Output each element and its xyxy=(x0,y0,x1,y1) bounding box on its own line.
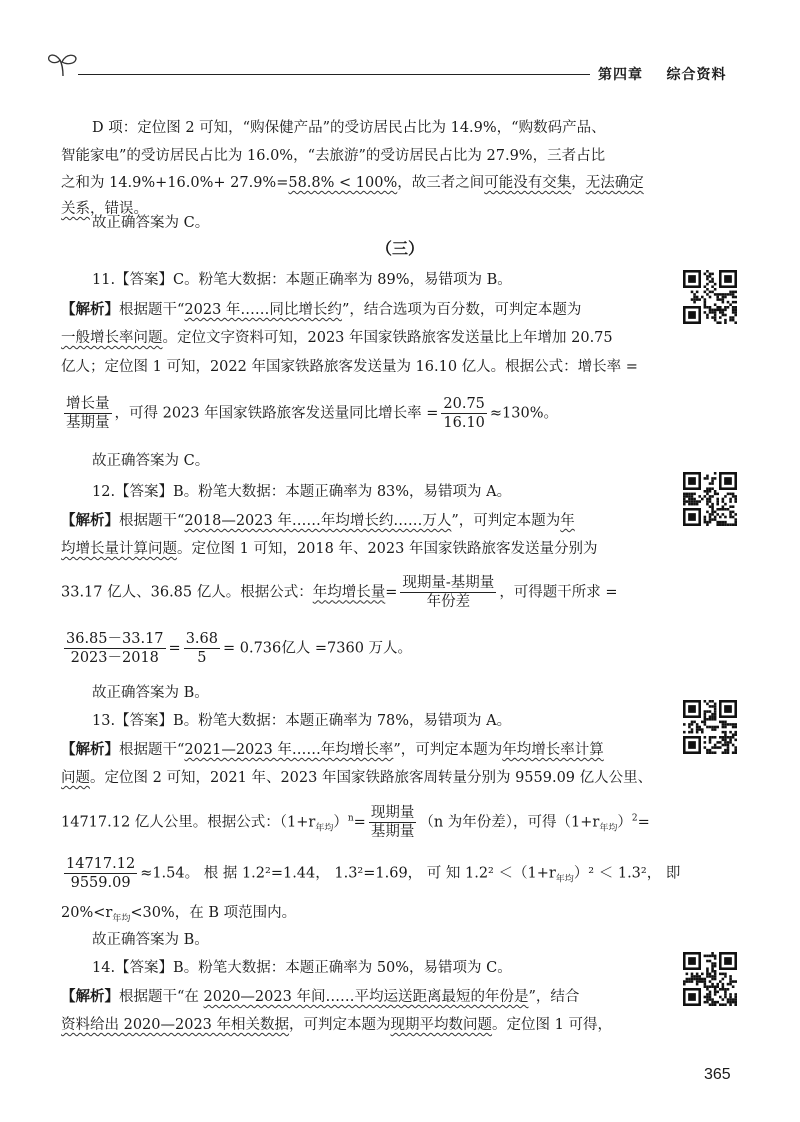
text-line xyxy=(61,328,613,348)
text-line: 亿人；定位图 1 可知，2022 年国家铁路旅客发送量为 16.10 亿人。根据公式：增长率 = xyxy=(61,359,638,375)
denominator: 年份差 xyxy=(426,594,471,610)
answer-line: 11.【答案】C。粉笔大数据：本题正确率为 89%，易错项为 B。 xyxy=(92,272,512,288)
text: ”，结合 xyxy=(528,989,580,1005)
text-line xyxy=(61,511,575,531)
text-line xyxy=(61,1015,612,1035)
fraction xyxy=(64,395,112,432)
fraction xyxy=(64,855,137,892)
numerator: 3.68 xyxy=(185,631,218,647)
sprout-icon xyxy=(46,50,80,78)
text: 根据题干“ xyxy=(119,742,185,758)
denominator: 2023－2018 xyxy=(70,650,159,666)
text: 根据题干“ xyxy=(119,513,185,529)
superscript: n xyxy=(347,813,354,824)
text: 2018—2023 年……年均增长约……万人 xyxy=(184,513,452,529)
text: 2023 年……同比增长约 xyxy=(184,302,342,318)
text: 。定位文字资料可知，2023 年国家铁路旅客发送量比上年增加 20.75 xyxy=(162,330,613,346)
text: = 0.736亿人 =7360 万人。 xyxy=(222,640,413,657)
answer-line: 12.【答案】B。粉笔大数据：本题正确率为 83%，易错项为 A。 xyxy=(92,484,512,500)
text-line xyxy=(61,539,597,559)
numerator: 增长量 xyxy=(66,396,110,412)
text: 年均增长量 xyxy=(312,584,386,601)
text: 。定位图 2 可知，2021 年、2023 年国家铁路旅客周转量分别为 9559.09 亿人公里、 xyxy=(90,770,653,786)
denominator: 基期量 xyxy=(370,824,415,840)
numerator: 36.85－33.17 xyxy=(66,631,164,647)
text: ，故三者之间 xyxy=(397,175,485,191)
text: 14717.12 亿人公里。根据公式：（1+r xyxy=(61,814,316,831)
subscript: 年均 xyxy=(599,823,618,834)
denominator: 16.10 xyxy=(443,415,485,431)
text: <30%，在 B 项范围内。 xyxy=(130,905,297,921)
text: ，可得 2023 年国家铁路旅客发送量同比增长率 = xyxy=(114,405,439,422)
page-number: 365 xyxy=(704,1066,731,1083)
text: 33.17 亿人、36.85 亿人。根据公式： xyxy=(61,584,313,601)
text: 。定位图 1 可得， xyxy=(492,1017,612,1033)
text: 可能没有交集 xyxy=(484,175,572,191)
text-line: 智能家电”的受访居民占比为 16.0%，“去旅游”的受访居民占比为 27.9%，三者占比 xyxy=(61,148,606,164)
text: ”，可判定本题为 xyxy=(451,513,561,529)
chapter-number: 第四章 xyxy=(598,67,643,83)
qr-code-icon[interactable] xyxy=(683,952,737,1006)
text: = xyxy=(353,814,366,831)
text: ≈130%。 xyxy=(489,405,559,422)
text: = xyxy=(385,584,398,601)
fraction xyxy=(64,630,166,667)
text-line xyxy=(61,768,652,788)
text: 无法确定 xyxy=(585,175,644,191)
numerator: 20.75 xyxy=(443,396,485,412)
answer-line: 13.【答案】B。粉笔大数据：本题正确率为 78%，易错项为 A。 xyxy=(92,713,512,729)
text: 20%<r xyxy=(61,905,113,921)
formula-line xyxy=(61,630,412,667)
text: = xyxy=(168,640,181,657)
text: 2020—2023 年间……平均运送距离最短的年份是 xyxy=(203,989,529,1005)
text: 之和为 14.9%+16.0%+ 27.9%= xyxy=(61,175,289,191)
fraction xyxy=(184,630,220,667)
formula-line xyxy=(61,855,680,892)
analysis-label: 【解析】 xyxy=(61,741,119,758)
text: 一般增长率问题 xyxy=(61,330,163,346)
text: ”，可判定本题为 xyxy=(393,742,503,758)
text: 年均增长率计算 xyxy=(502,742,604,758)
chapter-title: 综合资料 xyxy=(666,67,727,83)
text: 根据题干“ xyxy=(119,302,185,318)
text-line xyxy=(61,173,644,193)
subscript: 年均 xyxy=(555,874,574,885)
numerator: 14717.12 xyxy=(66,856,136,872)
text: 问题 xyxy=(61,770,90,786)
text: = xyxy=(637,814,650,831)
section-title: （三） xyxy=(375,239,424,258)
text: 2021—2023 年……年均增长率 xyxy=(184,742,394,758)
text: ） xyxy=(617,814,632,831)
qr-code-icon[interactable] xyxy=(683,472,737,526)
subscript: 年均 xyxy=(112,913,131,924)
answer-line: 故正确答案为 C。 xyxy=(92,215,210,231)
denominator: 9559.09 xyxy=(70,875,131,891)
answer-line: 故正确答案为 B。 xyxy=(92,932,209,948)
answer-line: 14.【答案】B。粉笔大数据：本题正确率为 50%，易错项为 C。 xyxy=(92,960,512,976)
text-line: D 项：定位图 2 可知，“购保健产品”的受访居民占比为 14.9%，“购数码产品、 xyxy=(92,120,606,136)
text: ） xyxy=(333,814,348,831)
answer-line: 故正确答案为 B。 xyxy=(92,685,209,701)
superscript: 2 xyxy=(631,813,638,824)
fraction xyxy=(369,804,417,841)
qr-code-icon[interactable] xyxy=(683,270,737,324)
text: ，错误。 xyxy=(90,201,148,217)
analysis-label: 【解析】 xyxy=(61,512,119,529)
text: ）² ＜ 1.3²， 即 xyxy=(573,865,681,882)
text-line xyxy=(61,740,604,760)
text: 关系 xyxy=(61,201,90,217)
text: 资料给出 2020—2023 年相关数据 xyxy=(61,1017,290,1033)
qr-code-icon[interactable] xyxy=(683,700,737,754)
denominator: 基期量 xyxy=(66,415,110,431)
analysis-label: 【解析】 xyxy=(61,988,119,1005)
text: 58.8% < 100% xyxy=(288,175,398,191)
text: 现期平均数问题 xyxy=(390,1017,493,1033)
formula-line xyxy=(61,395,558,432)
text: 。定位图 1 可知，2018 年、2023 年国家铁路旅客发送量分别为 xyxy=(177,541,598,557)
subscript: 年均 xyxy=(315,823,334,834)
denominator: 5 xyxy=(197,650,207,666)
text-line xyxy=(61,300,581,320)
answer-line: 故正确答案为 C。 xyxy=(92,453,210,469)
text: ，可判定本题为 xyxy=(289,1017,391,1033)
text: 根据题干“在 xyxy=(119,989,204,1005)
formula-line xyxy=(61,804,650,841)
analysis-label: 【解析】 xyxy=(61,301,119,318)
text: ≈1.54。 根 据 1.2²=1.44， 1.3²=1.69， 可 知 1.2² ＜（1+r xyxy=(140,865,556,882)
text: ”，结合选项为百分数，可判定本题为 xyxy=(341,302,582,318)
text: 年 xyxy=(560,513,575,529)
numerator: 现期量 xyxy=(370,805,415,821)
chapter-header xyxy=(598,64,727,84)
text-line xyxy=(61,987,579,1007)
text-line xyxy=(61,903,296,929)
fraction xyxy=(441,395,487,432)
formula-line xyxy=(61,574,618,611)
header-rule xyxy=(78,74,590,75)
text: （n 为年份差），可得（1+r xyxy=(419,814,600,831)
fraction xyxy=(400,574,496,611)
text: ， xyxy=(571,175,586,191)
numerator: 现期量-基期量 xyxy=(402,575,495,591)
text: ，可得题干所求 = xyxy=(499,584,618,601)
text: 均增长量计算问题 xyxy=(61,541,177,557)
